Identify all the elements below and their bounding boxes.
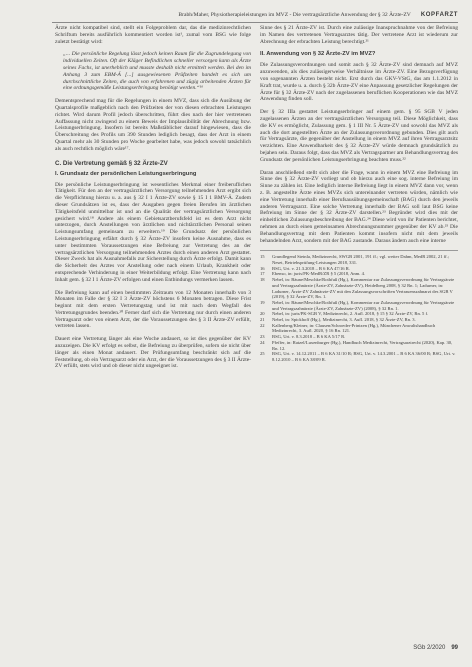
footnote: 17 Ebenso, in: juris/PK-MedR/ZR § 5 (2018, Anm. 4. — [260, 271, 366, 277]
running-head — [52, 10, 458, 23]
footnote: 23 BSG, Urt. v. 8.3.2018 – B 6 KA 5/17 R. — [260, 334, 346, 340]
running-head-journal: KOPFARZT — [420, 12, 458, 18]
page-number: 99 — [451, 645, 458, 651]
right-intro-paragraph: Sinne des § 21 Ärzte-ZV ist. Durch eine zulässige Inanspruchnahme von der Befreiung im Namen des vertretenen Vertragsarztes tätig. Der vertretene Arzt ist wiederum zur Abrechnung der erbrachten Leistung berechtigt.²¹ — [260, 25, 458, 45]
running-head-authors: Brabh/Maher, Physiotherapieleistungen im MVZ - Die vertragsärztliche Anwendung der § 32 Ärzte-ZV — [178, 12, 411, 18]
section-ii-heading: II. Anwendung von § 32 Ärzte-ZV im MVZ? — [260, 51, 376, 58]
left-paragraph-2: Dementsprechend mag für die Regelungen in einem MVZ, dass sich die Ausübung der Quartalsprofile maßgeblich nach den Prüfzeiten der von diesen erbrachten Leistungen richtet. Wird darum Profil jedoch überschritten, führt dies nach der hier vertretenen Auffassung nicht zwingend zu einem Beweis der Implausibilität der Abrechnung bzw. Leistungserbringung. Insofern ist bereits Maßstäblicher darauf hingewiesen, dass die Überschreitung des Profils um 390 Stunden lediglich besagt, dass der Arzt in einem Quartal mehr als 30 Stunden pro Woche gearbeitet habe, was jedoch sowohl tatsächlich als auch rechtlich möglich wäre¹⁷. — [55, 98, 251, 152]
right-paragraph-3: Daran anschließend stellt sich aber die Frage, wann in einem MVZ eine Befreiung im Sinne des § 32 Ärzte-ZV vorliegt und ob hierzu auch eine sog. interne Befreiung im Sinne zu zählen ist. Eine lediglich interne Befreiung liegt in einem MVZ dann vor, wenn z. B. angestellte Ärzte eines MVZs sich untereinander vertreten würden, nämlich wie eine Vertretung innerhalb einer Berufsausübungsgemeinschaft (BAG) durch den jeweils anderen Vertragsarzt. Eine solche Vertretung innerhalb der BAG soll laut BSG keine Befreiung im Sinne der § 32 Ärzte-ZV darstellen.²³ Begründet wird dies mit der einheitlichen Zulassungsbeschreibung der BAG.²⁴ Diese wird von ihr Patienten berichtet, nehmen an durch einen gemeinsamen Abrechnungsnummer gegenüber der KV ab.²⁵ Die Behandlungsvertrag mit dem Patienten kommt insofern nicht mit dem jeweils behandelnden Arzt, sondern mit der BAG zustande. Daraus ändern auch eine interne — [260, 169, 458, 244]
right-paragraph-2: Der § 32 IIIa gestattet Leistungserbringer auf einem gem. § 95 SGB V jeden zugelassenen Ärzten an der vertragsärztlichen Versorgung teil. Diese Möglichkeit, dass die KV es ermöglicht, Zulassung gem. § 1 III Nr. 5 Ärzte-ZV und sowohl das MVZ als auch die dort angestellten Ärzte an der Zulassungsverordnung gebunden. Dies gilt auch für Vertragsärzte, die gegenüber der Anstellung in einem MVZ auf ihren Vertragsarztsitz verzichten. Eine Anwendbarkeit des § 32 Ärzte-ZV würde demnach grundsätzlich zu bejahen sein. Daraus folgt, dass das MVZ als Vertragspartner am Behandlungsvertrag des Grundsatz der persönlichen Leistungserbringung beachten muss.²² — [260, 109, 458, 163]
footnote: 25 BSG, Urt. v. 14.12.2011 – B 6 KA 31/10 R; BSG, Urt. v. 14.3.2001 – B 6 KA 36/00 R; BSG, Urt. v. 8.12.2010 – B 6 KA 38/09 R. — [260, 351, 456, 362]
footnote: 24 Pfeffer, in: Ratzel/Luxenburger (Hg.), Handbuch Medizinrecht, Vertragsarztrecht (2020), Kap. 30, Rn. 12. — [260, 339, 453, 351]
left-intro-paragraph: Ärzte nicht kompatibel sind, stellt ein Folgeproblem dar, das die medizinrechtlichen Schriftum bereits ausführlich kommentiert worden ist¹, zumal vom BSG wie folge zuletzt bestätigt wird: — [55, 25, 251, 45]
footnote: 22 Kallenberg/Kleiner, in: Clausen/Schroeder-Printzen (Hg.), Münchener Anwaltshandbuch Medizinrecht, 3. Aufl. 2020, § 16 Rn. 121. — [260, 322, 436, 334]
section-c-subheading: I. Grundsatz der persönlichen Leistungserbringung — [55, 170, 197, 177]
footnote: 21 Nebel, in: Spickhoff (Hg.), Medizinrecht, 3. Aufl. 2018, § 32 Ärzte-ZV, Rn. 3. — [260, 317, 416, 323]
page-folio — [413, 645, 458, 651]
footnote: 20 Nebel, in: juris/PK-SGB V, Medizinrecht, 2. Aufl. 2018, § 15 § 32 Ärzte-ZV, Rn. 5 f. — [260, 311, 429, 317]
right-column — [260, 25, 458, 363]
footnotes — [260, 254, 458, 362]
left-paragraph-4: Die Befreiung kann auf einen bestimmten Zeitraum von 12 Monaten innerhalb von 3 Monaten im Falle der § 32 I 3 Ärzte-ZV höchstens 6 Monaten betragen. Diese Frist beginnt mit dem ersten Vertretungstag und ist mit nach dem Wegfall des Vertretungsgrundes beenden.²⁰ Ferner darf sich die Vertretung nur durch einen anderen Vertragsarzt oder von einem Arzt, der die Voraussetzungen des § 3 II Ärzte-ZV erfüllt, vertreten lassen. — [55, 289, 251, 330]
left-paragraph-5: Dauert eine Vertretung länger als eine Woche andauert, so ist dies gegenüber der KV anzuzeigen. Die KV erfolgt es selbst, die Befreiung zu überprüfen, sofern sie nicht über länger als einen Monat andauert. Der Prüfungsumfang beschränkt sich auf die Feststellung, ob ein Vertragsarzt oder ein Arzt, der die Voraussetzungen des § 3 II Ärzte-ZV erfüllt, stets wird und ob dieser nicht ungeeignet ist. — [55, 336, 251, 370]
section-c-heading: C. Die Vertretung gemäß § 32 Ärzte-ZV — [55, 159, 168, 167]
footnote-divider — [260, 250, 458, 251]
court-quote: „... Die persönliche Regelung lässt jedoch keinen Raum für die Zugrundelegung von individuellen Zeiten. Oft der Kläger Befindlichen schneller versorgen kann als Ärzte seines Fachs, ist unerheblich und musste deshalb nicht ermittelt werden. Bei den im Anhang 3 zum EBM-Ä [...] ausgewiesenen Prüfzeiten handelt es sich um durchschnittliche Zeiten, die auch von erfahrenen und zügig arbeitenden Ärzten für eine ordnungsgemäße Leistungserbringung benötigt werden.“¹⁶ — [63, 51, 251, 92]
issue-label: SGb 2/2020 — [413, 645, 446, 651]
left-column — [55, 25, 251, 376]
footnote: 18 Nebel, in: Bäune/Meschke/Rothfuß (Hg.), Kommentar zur Zulassungsverordnung für Vertragsärzte und Vertragszahnärzte (Ärzte-ZV, Zahnärzte-ZV), Heidelberg 2008, § 32 Rn. 1; Ladurner, in: Ladurner, Ärzte-ZV Zahnärzte-ZV mit den Zulassungsvorschriften Vertrauenszahnarzt des SGB V (2019), § 32 Ärzte-ZV, Rn. 1. — [260, 277, 455, 300]
left-paragraph-3: Die persönliche Leistungserbringung ist wesentliches Merkmal einer freiberuflichen Tätigkeit. Für den an der vertragsärztlichen Versorgung teilnehmenden Arzt ergibt sich die Verpflichtung hierzu u. a. aus § 32 I 1 Ärzte-ZV sowie § 15 I 1 BMV-Ä. Zudem dieser Grundsätzen ist es, dass der Ausgaben gegen freien Berufen im ärztlichen Tätigkeitsfeld unmittelbar ist und an die Qualität der vertragsärztlichen Versorgung gesichert wird.¹⁸ Andere als einem Gebietsarztberufsfeld ist es dem Arzt nicht unterzogen, durch Anstellungen von ärztlichen und nichtärztlichen Personal seinen Leistungsumfang gemeinsam zu erweitern.¹⁹ Die Grundsatz der persönlichen Leistungserbringung erfährt durch § 32 Ärzte-ZV insofern keine Ausnahme, dass es unter bestimmten Voraussetzungen eine Befreiung zur Vertretung des an der vertragsärztlichen Versorgung teilnehmenden Arztes durch einen anderen Arzt gestattet. Dieser Zweck hat als Ausnahmefalls zur Sicherstellung durch Ärzte erfolgt. Damit kann die Sicherheit des Arztes vor Anstellung oder nach einem Urlaub, Krankheit oder entsprechende Verhinderung in einer Weiterbildung erfolgt. Eine Vertretung kann nach Inhalt gem. § 32 I 1 Ärzte-ZV erfolgen und einen Entbindungs vermerken lassen. — [55, 181, 251, 283]
right-paragraph-1: Die Zulassungsverordnungen und somit auch § 32 Ärzte-ZV sind demnach auf MVZ anzuwenden, als dies zulässigerweise Verhältnisse im Ärzte-ZV. Eine Bezugsverfügung von sogenannten Ärzten besteht nicht. Erst durch das GKV-VStG, das am 1.1.2012 in Kraft trat, wurde u. a. durch § 32b Ärzte-ZV eine Anpassung gesetzlicher Regelungen der Ärzte für § 32 Ärzte-ZV nach der zugelassenen beruflichen Kooperationen wie das MVZ Anwendung finden soll. — [260, 62, 458, 103]
footnote: 16 BSG, Urt. v. 21.3.2018 – B 6 KA 47/16 R. — [260, 265, 350, 271]
footnote: 19 Nebel, in: Bäune/Meschke/Rothfuß (Hg.), Kommentar zur Zulassungsverordnung für Vertragsärzte und Vertragszahnärzte (Ärzte-ZV, Zahnärzte-ZV) (2008), § 32 Rn. 1. — [260, 299, 455, 311]
footnote: 15 Grundlegend Steinla, Medizinrecht, SWGB 2001, 191 ff.; vgl. weiter Dahm, MedR 2002, 21 ff.; Neset, Betriebsprüfung-Leistungen 2018, 331. — [260, 254, 450, 266]
